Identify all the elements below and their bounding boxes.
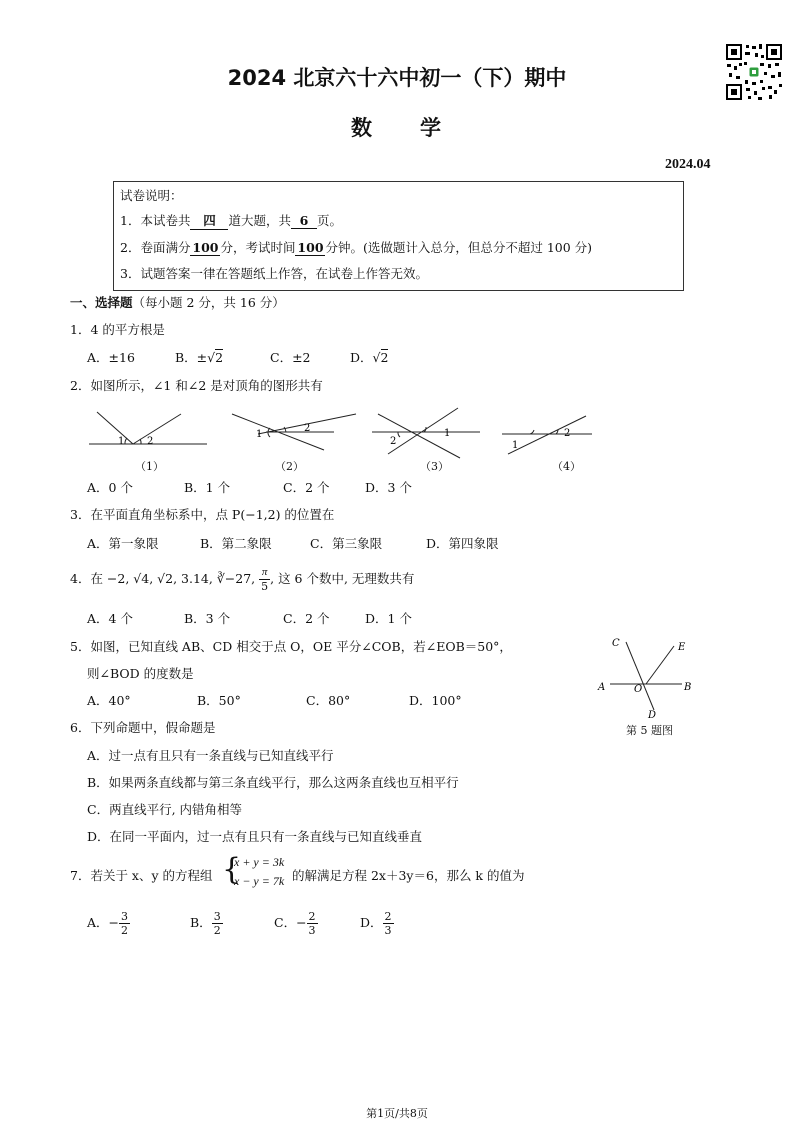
q4-option-b: B．3 个	[184, 611, 231, 626]
q2-figure-1	[85, 404, 215, 460]
q1-option-d: D．√2	[350, 350, 389, 365]
q4-option-c: C．2 个	[283, 611, 330, 626]
qr-code-icon	[724, 42, 784, 102]
section-1-heading	[70, 293, 285, 311]
q5-figure	[592, 632, 702, 722]
instructions-line-2-pre: 2．卷面满分	[120, 240, 191, 255]
q7-equation-2: x − y = 7k	[234, 874, 285, 888]
q7-a-numerator: 3	[121, 910, 129, 923]
q5-option-c: C．80°	[306, 693, 351, 708]
q6-option-b: B．如果两条直线都与第三条直线平行，那么这两条直线也互相平行	[87, 775, 459, 790]
q7-d-denominator: 3	[384, 924, 392, 937]
instructions-line-1-pre: 1．本试卷共	[120, 213, 191, 228]
q4-pi-fraction	[259, 566, 270, 593]
q7-a-denominator: 2	[121, 924, 129, 937]
q7-c-denominator: 3	[308, 924, 316, 937]
q2-option-a: A．0 个	[87, 480, 133, 495]
q7-option-a	[87, 910, 130, 937]
q7-option-a-fraction	[119, 910, 130, 937]
svg-text:1: 1	[444, 428, 451, 439]
q6-option-a: A．过一点有且只有一条直线与已知直线平行	[87, 748, 334, 763]
q5-figure-caption: 第 5 题图	[626, 724, 673, 737]
q1-option-d-prefix: D．	[350, 350, 373, 365]
instructions-line-3: 3．试题答案一律在答题纸上作答，在试卷上作答无效。	[120, 266, 428, 281]
q3-stem: 3．在平面直角坐标系中，点 P(−1,2) 的位置在	[70, 507, 335, 522]
instructions-line-1	[120, 211, 342, 230]
q4-stem	[70, 566, 414, 593]
q2-option-d: D．3 个	[365, 480, 412, 495]
q4-stem-tail: , 这 6 个数中, 无理数共有	[270, 571, 415, 586]
svg-text:1: 1	[118, 436, 125, 447]
q3-option-c: C．第三象限	[310, 536, 383, 551]
q1-option-c: C．±2	[270, 350, 311, 365]
q4-option-d: D．1 个	[365, 611, 412, 626]
q7-stem-prefix: 7．若关于 x、y 的方程组	[70, 868, 213, 883]
q2-figure-1-label: （1）	[135, 460, 164, 473]
page-count: 6	[291, 213, 317, 229]
q7-option-b	[190, 910, 223, 937]
q7-b-denominator: 2	[213, 924, 221, 937]
q5-point-c: C	[612, 638, 620, 649]
exam-time: 100	[297, 240, 324, 255]
q1-stem: 1．4 的平方根是	[70, 322, 165, 337]
q4-stem-numbers: 4．在 −2, √4, √2, 3.14, ∛−27,	[70, 571, 256, 586]
q7-c-numerator: 2	[308, 910, 316, 923]
q3-option-a: A．第一象限	[87, 536, 159, 551]
instructions-line-1-mid: 道大题，共	[228, 213, 291, 228]
q5-stem: 5．如图，已知直线 AB、CD 相交于点 O，OE 平分∠COB，若∠EOB＝50°，	[70, 639, 512, 654]
q1-option-a: A．±16	[87, 350, 135, 365]
section-1-title: 一、选择题	[70, 295, 133, 310]
section-1-note: （每小题 2 分，共 16 分）	[132, 295, 285, 310]
full-score: 100	[192, 240, 219, 255]
q7-option-d-fraction	[383, 910, 394, 937]
q7-brace: {	[222, 852, 242, 887]
instructions-line-1-post: 页。	[316, 213, 342, 228]
q2-stem: 2．如图所示，∠1 和∠2 是对顶角的图形共有	[70, 378, 323, 393]
svg-text:2: 2	[147, 436, 154, 447]
q6-stem: 6．下列命题中，假命题是	[70, 720, 216, 735]
q7-option-d	[360, 910, 394, 937]
q2-figure-2-label: （2）	[275, 460, 304, 473]
q5-point-a: A	[598, 682, 606, 693]
svg-text:2: 2	[304, 423, 311, 434]
q7-equation-1: x + y = 3k	[234, 855, 285, 869]
q5-option-b: B．50°	[197, 693, 241, 708]
q2-figure-4-label: （4）	[552, 460, 581, 473]
q3-option-b: B．第二象限	[200, 536, 272, 551]
q5-stem-2: 则∠BOD 的度数是	[87, 666, 194, 681]
q5-option-d: D．100°	[409, 693, 462, 708]
instructions-heading: 试卷说明：	[120, 188, 183, 203]
q1-option-b-radicand: 2	[215, 350, 224, 365]
q6-option-c: C．两直线平行, 内错角相等	[87, 802, 243, 817]
page-footer: 第1页/共8页	[366, 1107, 428, 1120]
svg-text:1: 1	[256, 429, 263, 440]
q7-d-numerator: 2	[384, 910, 392, 923]
exam-title: 2024 北京六十六中初一（下）期中	[227, 66, 567, 90]
exam-date: 2024.04	[665, 157, 711, 172]
q2-option-b: B．1 个	[184, 480, 231, 495]
q7-option-c-prefix: C．−	[274, 915, 307, 930]
instructions-line-2-post: 分钟。(选做题计入总分，但总分不超过 100 分)	[325, 240, 593, 255]
q7-option-a-prefix: A．−	[87, 915, 120, 930]
q4-fraction-numerator: π	[259, 566, 270, 580]
q7-stem-suffix: 的解满足方程 2x＋3y＝6，那么 k 的值为	[292, 868, 525, 883]
svg-text:2: 2	[564, 428, 571, 439]
q7-option-b-fraction	[212, 910, 223, 937]
q5-point-o: O	[634, 684, 643, 695]
q3-option-d: D．第四象限	[426, 536, 499, 551]
q1-option-b: B．±√2	[175, 350, 224, 365]
svg-text:1: 1	[512, 440, 519, 451]
q4-fraction-denominator: 5	[261, 580, 269, 593]
svg-text:2: 2	[390, 436, 397, 447]
q5-point-d: D	[648, 710, 657, 721]
q2-figure-2	[228, 404, 358, 460]
q5-option-a: A．40°	[87, 693, 131, 708]
q5-point-b: B	[684, 682, 692, 693]
q7-option-d-prefix: D．	[360, 915, 383, 930]
instructions-line-2	[120, 238, 592, 256]
q2-option-c: C．2 个	[283, 480, 330, 495]
q6-option-d: D．在同一平面内，过一点有且只有一条直线与已知直线垂直	[87, 829, 423, 844]
q1-option-d-radicand: 2	[380, 350, 389, 365]
q1-option-b-prefix: B．±	[175, 350, 208, 365]
instructions-line-2-mid: 分，考试时间	[220, 240, 296, 255]
q2-figure-3	[368, 404, 488, 460]
q7-b-numerator: 3	[213, 910, 221, 923]
q7-option-c-fraction	[307, 910, 318, 937]
q7-option-b-prefix: B．	[190, 915, 212, 930]
question-count: 四	[190, 211, 228, 230]
q2-figure-4	[500, 404, 600, 460]
q2-figure-3-label: （3）	[420, 460, 449, 473]
q4-option-a: A．4 个	[87, 611, 133, 626]
subject-title: 数 学	[351, 116, 443, 140]
q5-point-e: E	[678, 642, 686, 653]
q7-option-c	[274, 910, 318, 937]
